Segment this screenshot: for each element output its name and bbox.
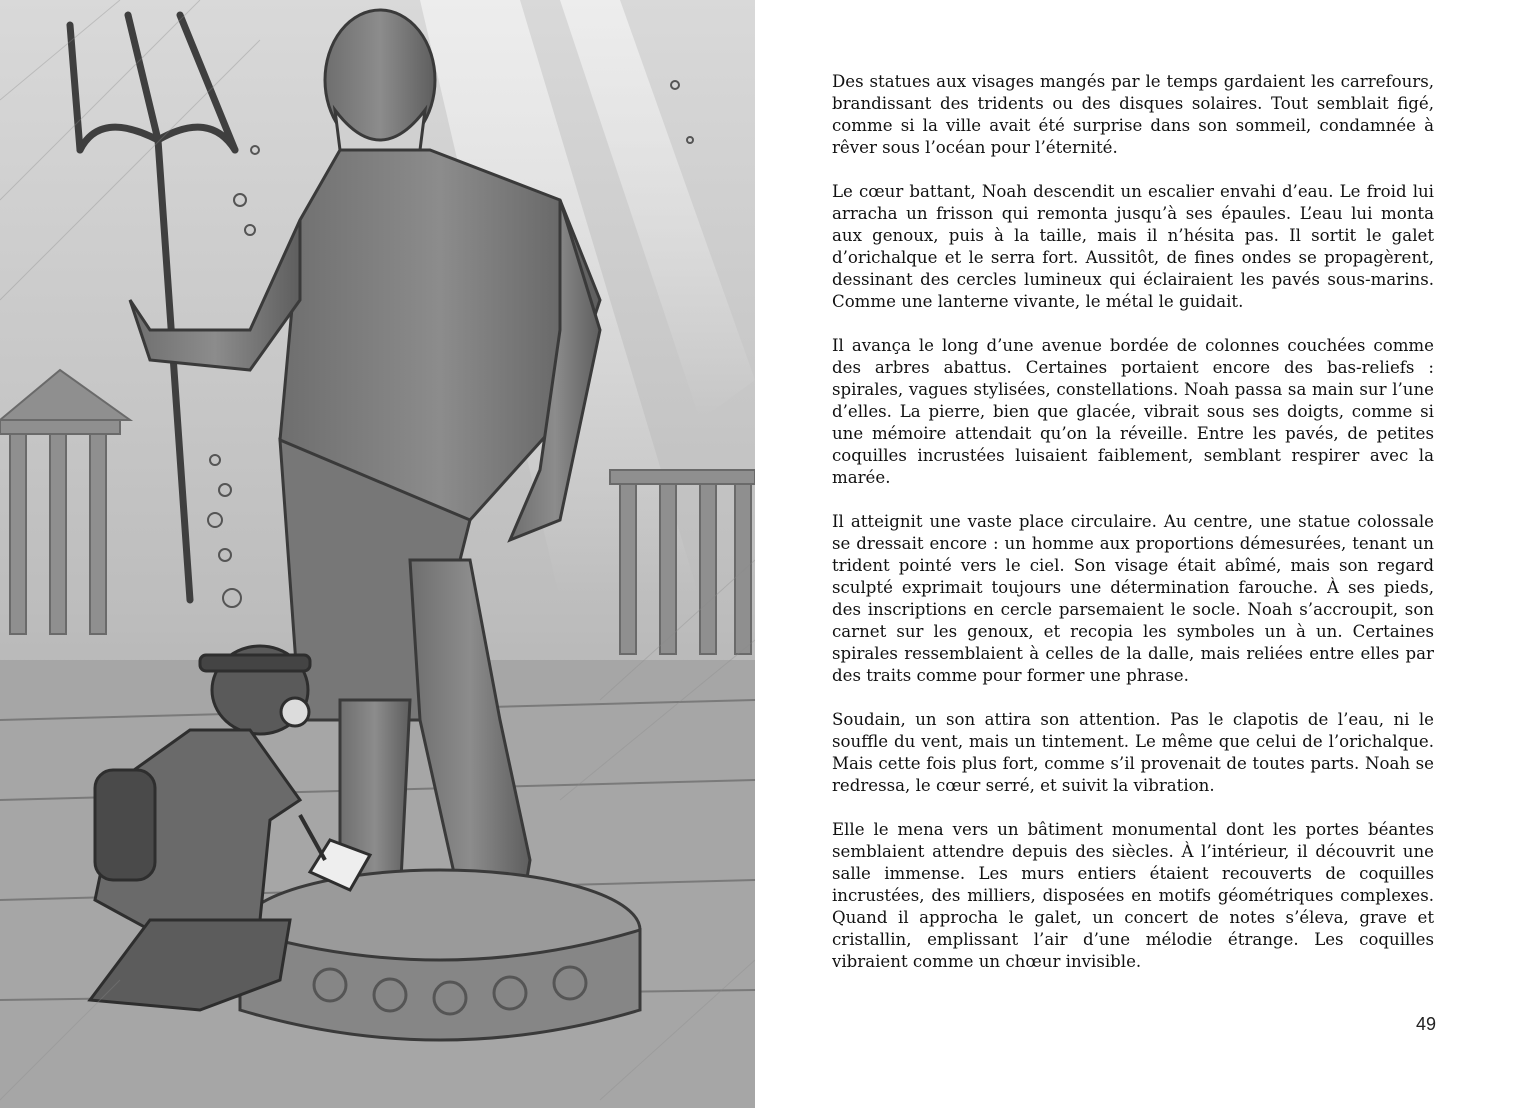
paragraph: Des statues aux visages mangés par le temps gardaient les carrefours, brandissant des tridents ou des disques solaires. Tout semblait figé, comme si la ville avait été surprise dans son sommeil, condamnée à rêver sous l’océan pour l’éternité. <box>832 72 1434 157</box>
paragraph: Soudain, un son attira son attention. Pas le clapotis de l’eau, ni le souffle du vent, mais un tintement. Le même que celui de l’orichalque. Mais cette fois plus fort, comme s’il provenait de toutes parts. Noah se redressa, le cœur serré, et suivit la vibration. <box>832 710 1434 795</box>
paragraph: Elle le mena vers un bâtiment monumental dont les portes béantes semblaient attendre depuis des siècles. À l’intérieur, il découvrit une salle immense. Les murs entiers étaient recouverts de coquilles incrustées, des milliers, disposées en motifs géométriques complexes. Quand il approcha le galet, un concert de notes s’éleva, grave et cristallin, emplissant l’air d’une mélodie étrange. Les coquilles vibraient comme un chœur invisible. <box>832 820 1434 971</box>
text-page <box>755 0 1518 1108</box>
pedestal <box>240 870 640 1040</box>
illustration <box>0 0 755 1108</box>
story-text <box>832 71 1434 995</box>
paragraph: Il avança le long d’une avenue bordée de colonnes couchées comme des arbres abattus. Certaines portaient encore des bas-reliefs : spirales, vagues stylisées, constellations. Noah passa sa main sur l’une d’elles. La pierre, bien que glacée, vibrait sous ses doigts, comme si une mémoire attendait qu’on la réveille. Entre les pavés, de petites coquilles incrustées luisaient faiblement, semblant respirer avec la marée. <box>832 336 1434 487</box>
page-number: 49 <box>1416 1014 1437 1034</box>
paragraph: Le cœur battant, Noah descendit un escalier envahi d’eau. Le froid lui arracha un frisson qui remonta jusqu’à ses épaules. L’eau lui monta aux genoux, puis à la taille, mais il n’hésita pas. Il sortit le galet d’orichalque et le serra fort. Aussitôt, de fines ondes se propagèrent, dessinant des cercles lumineux qui éclairaient les pavés sous-marins. Comme une lanterne vivante, le métal le guidait. <box>832 182 1434 311</box>
illustration-page <box>0 0 755 1108</box>
paragraph: Il atteignit une vaste place circulaire. Au centre, une statue colossale se dressait encore : un homme aux proportions démesurées, tenant un trident pointé vers le ciel. Son visage était abîmé, mais son regard sculpté exprimait toujours une détermination farouche. À ses pieds, des inscriptions en cercle parsemaient le socle. Noah s’accroupit, son carnet sur les genoux, et recopia les symboles un à un. Certaines spirales ressemblaient à celles de la dalle, mais reliées entre elles par des traits comme pour former une phrase. <box>832 512 1434 685</box>
